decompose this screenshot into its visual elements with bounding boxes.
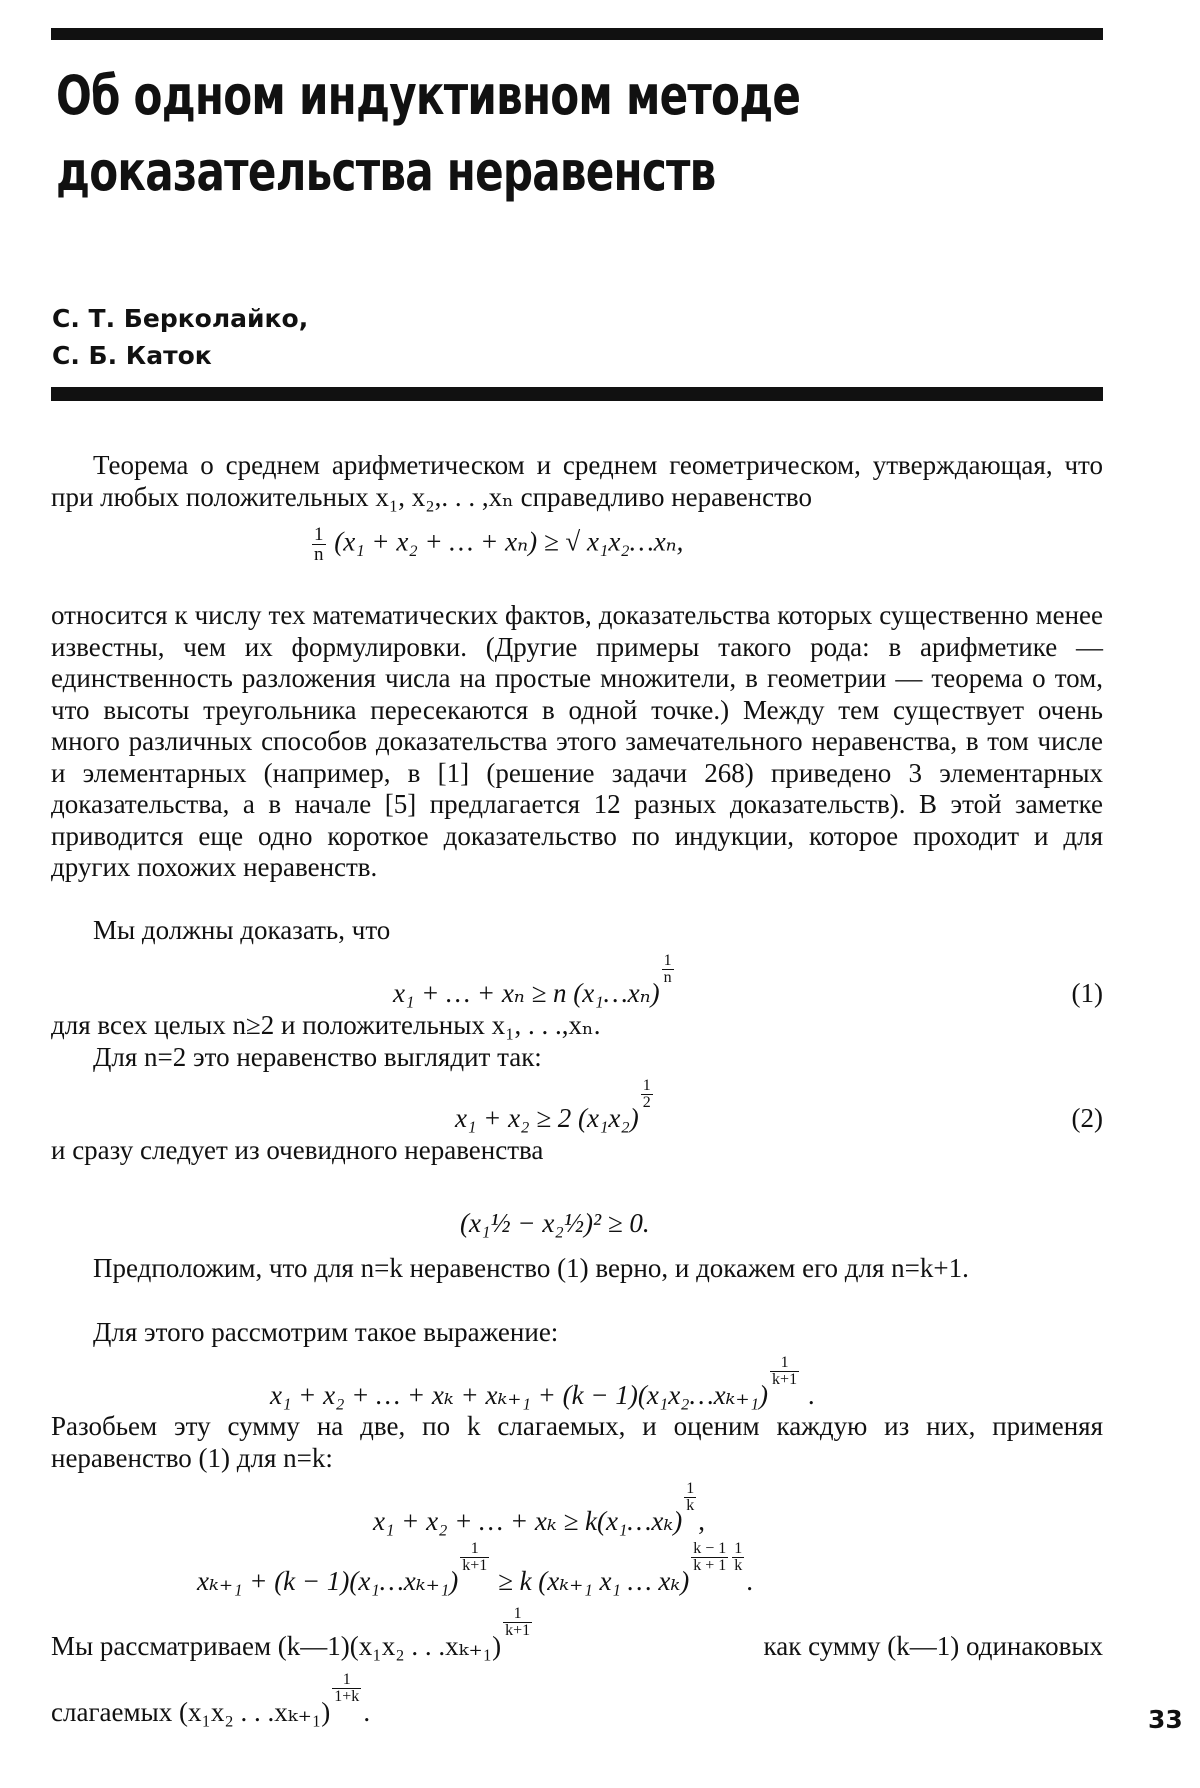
paragraph-9: Разобьем эту сумму на две, по k слагаемых, и оценим каждую из них, применяя неравенство (1) для n=k: [51, 1411, 1103, 1473]
formula-inequality-a: x₁ + x₂ + … + xₖ ≥ k(x₁…xₖ) $\frac{1}{k}$ , [373, 1479, 705, 1536]
formula-1-body: x₁ + … + xₙ ≥ n (x₁…xₙ) [393, 978, 660, 1008]
formula-square: (x₁½ − x₂½)² ≥ 0. [460, 1208, 650, 1238]
paragraph-10 [51, 1604, 1103, 1665]
formula-2-exponent: $\frac{1}{2}$ [642, 1076, 651, 1111]
formula-1-label: (1) [1071, 978, 1103, 1008]
paragraph-4: для всех целых n≥2 и положительных x₁, . . .,xₙ. [51, 1010, 601, 1040]
paragraph-6: и сразу следует из очевидного неравенства [51, 1135, 544, 1165]
formula-2 [455, 1076, 655, 1137]
inequality-a-exponent: $\frac{1}{k}$ [686, 1479, 695, 1514]
inequality-b-rhs: ≥ k (xₖ₊₁ x₁ … xₖ) [498, 1566, 690, 1596]
expression-body: x₁ + x₂ + … + xₖ + xₖ₊₁ + (k − 1)(x₁x₂…xₖ₊₁) [270, 1380, 769, 1410]
formula-1 [393, 951, 676, 1012]
inequality-b-lhs: xₖ₊₁ + (k − 1)(x₁…xₖ₊₁) [197, 1566, 459, 1596]
amgm-fraction: $\frac{1}{n}$ [314, 524, 324, 565]
inequality-b-exponent-3: $\frac{1}{k}$ [734, 1539, 743, 1574]
author-1: С. Т. Берколайко, [52, 304, 309, 333]
formula-am-gm [310, 525, 683, 564]
inequality-b-exponent-1: $\frac{1}{k+1}$ [462, 1539, 488, 1574]
paragraph-11-body: слагаемых (x₁x₂ . . .xₖ₊₁) [51, 1697, 331, 1727]
authors [52, 300, 308, 374]
formula-2-body: x₁ + x₂ ≥ 2 (x₁x₂) [455, 1103, 639, 1133]
title-line-1: Об одном индуктивном методе [56, 64, 801, 127]
page-number: 33 [1148, 1705, 1183, 1734]
inequality-a-body: x₁ + x₂ + … + xₖ ≥ k(x₁…xₖ) [373, 1506, 683, 1536]
formula-inequality-b: xₖ₊₁ + (k − 1)(x₁…xₖ₊₁) $\frac{1}{k+1}$ ≥ k (xₖ₊₁ x₁ … xₖ) $\frac{k - 1}{k + 1}$ $\frac{1}{k}$ . [197, 1539, 753, 1596]
formula-expression: x₁ + x₂ + … + xₖ + xₖ₊₁ + (k − 1)(x₁x₂…xₖ₊₁) $\frac{1}{k+1}$ . [270, 1353, 815, 1410]
expression-exponent: $\frac{1}{k+1}$ [772, 1353, 798, 1388]
paragraph-7: Предположим, что для n=k неравенство (1) верно, и докажем его для n=k+1. [93, 1253, 969, 1283]
top-rule [51, 28, 1103, 40]
paragraph-5: Для n=2 это неравенство выглядит так: [93, 1042, 542, 1072]
header-rule [51, 387, 1103, 401]
author-2: С. Б. Каток [52, 341, 212, 370]
paragraph-3: Мы должны доказать, что [93, 915, 391, 945]
paragraph-8: Для этого рассмотрим такое выражение: [93, 1317, 559, 1347]
paragraph-11-exponent: $\frac{1}{1+k}$ [334, 1670, 360, 1705]
amgm-body: (x₁ + x₂ + … + xₙ) ≥ √ x₁x₂…xₙ, [334, 526, 684, 557]
paragraph-10-exponent: $\frac{1}{k+1}$ [505, 1604, 531, 1639]
paragraph-2: относится к числу тех математических фактов, доказательства которых существенно менее известны, чем их формулировки. (Другие примеры такого рода: в арифметике — единственность разложения числа на простые множители, в геометрии — теорема о том, что высоты треугольника пересекаются в одной точке.) Между тем существует очень много различных способов доказательства этого замечательного неравенства, в том числе и элементарных (например, в [1] (решение задачи 268) приведено 3 элементарных доказательства, а в начале [5] предлагается 12 разных доказательств). В этой заметке приводится еще одно короткое доказательство по индукции, которое проходит и для других похожих неравенств. [51, 600, 1103, 882]
formula-1-exponent: $\frac{1}{n}$ [663, 951, 672, 986]
paragraph-10-start: Мы рассматриваем (k—1)(x₁x₂ . . .xₖ₊₁) [51, 1631, 502, 1661]
paragraph-10-end: как сумму (k—1) одинаковых [763, 1631, 1103, 1661]
article-title [56, 58, 800, 210]
formula-2-label: (2) [1071, 1103, 1103, 1133]
title-line-2: доказательства неравенств [56, 140, 716, 203]
inequality-b-exponent-2: $\frac{k - 1}{k + 1}$ [693, 1539, 727, 1574]
paragraph-1: Теорема о среднем арифметическом и среднем геометрическом, утверждающая, что при любых положительных x₁, x₂,. . . ,xₙ справедливо неравенство [51, 450, 1103, 512]
paragraph-11: слагаемых (x₁x₂ . . .xₖ₊₁) $\frac{1}{1+k}$ . [51, 1670, 371, 1727]
